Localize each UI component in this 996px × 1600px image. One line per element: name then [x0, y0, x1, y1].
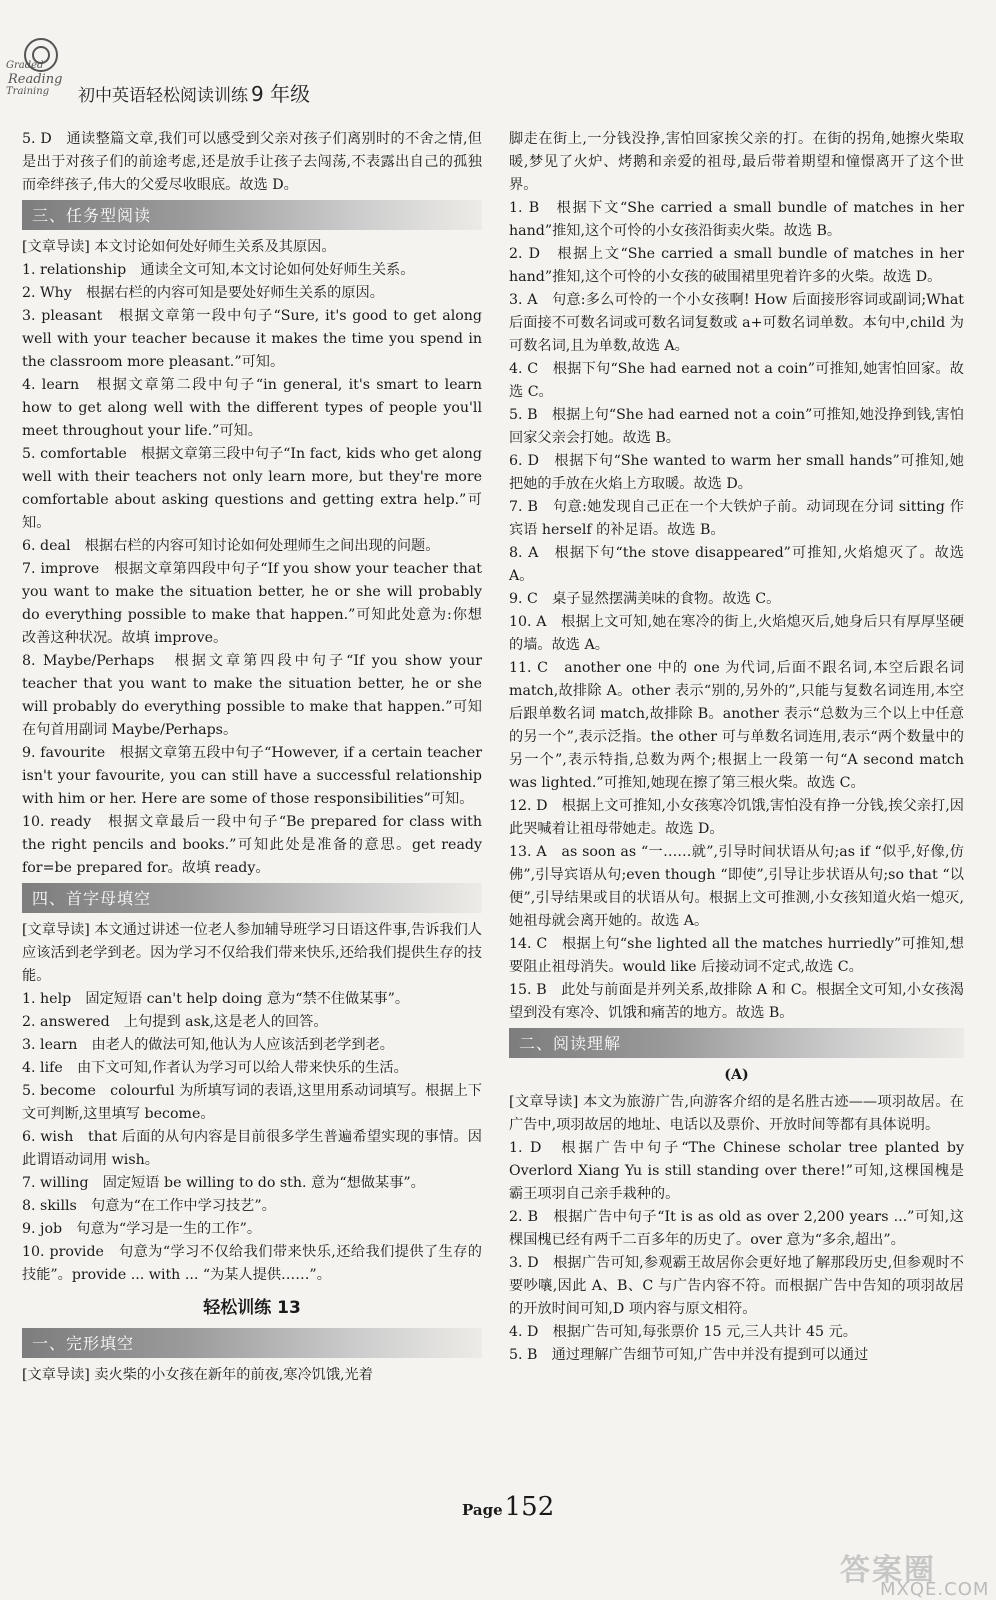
- answer-item: 4. C 根据下句“She had earned not a coin”可推知,她害怕回家。故选 C。: [509, 361, 964, 400]
- answer-item: 7. willing 固定短语 be willing to do sth. 意为“想做某事”。: [22, 1175, 425, 1191]
- article-intro: [文章导读] 卖火柴的小女孩在新年的前夜,寒冷饥饿,光着: [22, 1367, 373, 1383]
- answer-item: 1. help 固定短语 can't help doing 意为“禁不住做某事”。: [22, 991, 410, 1007]
- answer-item: 3. pleasant 根据文章第一段中句子“Sure, it's good to get along well with your teacher because it makes the time you spend in the classroom more pleasant.”可知。: [22, 308, 482, 370]
- answer-item: 3. learn 由老人的做法可知,他认为人应该活到老学到老。: [22, 1037, 394, 1053]
- training-title: 轻松训练 13: [203, 1298, 301, 1318]
- answer-item: 7. improve 根据文章第四段中句子“If you show your teacher that you want to make the situation better, he or she will probably do everything possible to make that happen.”可知此处意为:你想改善这种状况。故填 improve。: [22, 561, 482, 646]
- section-header: [22, 200, 482, 230]
- section-title: 二、阅读理解: [519, 1034, 622, 1053]
- page-header: [0, 0, 996, 110]
- answer-item: 4. life 由下文可知,作者认为学习可以给人带来快乐的生活。: [22, 1060, 408, 1076]
- answer-item: 5. become colourful 为所填写词的表语,这里用系动词填写。根据上下文可判断,这里填写 become。: [22, 1083, 482, 1122]
- answer-item: 15. B 此处与前面是并列关系,故排除 A 和 C。根据全文可知,小女孩渴望到没有寒冷、饥饿和痛苦的地方。故选 B。: [509, 982, 964, 1021]
- answer-item: 6. wish that 后面的从句内容是目前很多学生普遍希望实现的事情。因此谓语动词用 wish。: [22, 1129, 482, 1168]
- answer-item: 4. learn 根据文章第二段中句子“in general, it's smart to learn how to get along well with the different types of people you'll meet throughout your life.”可知。: [22, 377, 482, 439]
- answer-item: 9. favourite 根据文章第五段中句子“However, if a certain teacher isn't your favourite, you can still have a successful relationship with him or her. Here are some of those responsibilities”可知。: [22, 745, 482, 807]
- right-column: [509, 128, 964, 1367]
- section-header: [22, 883, 482, 913]
- answer-item: 11. C another one 中的 one 为代词,后面不跟名词,本空后跟名词 match,故排除 A。other 表示“别的,另外的”,只能与复数名词连用,本空后跟单数名词 match,故排除 B。another 表示“总数为三个以上中任意的另一个”,表示泛指。the other 可与单数名词连用,表示“两个数量中的另一个”,表示特指,总数为两个;根据上一段第一句“A second match was lighted.”可推知,她现在擦了第三根火柴。故选 C。: [509, 660, 964, 791]
- answer-item: 7. B 句意:她发现自己正在一个大铁炉子前。动词现在分词 sitting 作宾语 herself 的补足语。故选 B。: [509, 499, 964, 538]
- answer-item: 12. D 根据上文可推知,小女孩寒冷饥饿,害怕没有挣一分钱,挨父亲打,因此哭喊着让祖母带她走。故选 D。: [509, 798, 964, 837]
- answer-item: 6. deal 根据右栏的内容可知讨论如何处理师生之间出现的问题。: [22, 538, 440, 554]
- section-title: 三、任务型阅读: [32, 206, 152, 225]
- passage-label: (A): [724, 1067, 749, 1083]
- answer-item: 10. A 根据上文可知,她在寒冷的街上,火焰熄灭后,她身后只有厚厚坚硬的墙。故选 A。: [509, 614, 964, 653]
- answer-item: 2. D 根据上文“She carried a small bundle of matches in her hand”推知,这个可怜的小女孩的破围裙里兜着许多的火柴。故选 D。: [509, 246, 964, 285]
- answer-item: 9. job 句意为“学习是一生的工作”。: [22, 1221, 262, 1237]
- answer-item: 8. A 根据下句“the stove disappeared”可推知,火焰熄灭了。故选 A。: [509, 545, 964, 584]
- section-title: 一、完形填空: [32, 1334, 135, 1353]
- answer-item: 13. A as soon as “一……就”,引导时间状语从句;as if “似乎,好像,仿佛”,引导宾语从句;even though “即使”,引导让步状语从句;so that “以便”,引导结果或目的状语从句。根据上文可推测,小女孩知道火焰一熄灭,她祖母就会离开她的。故选 A。: [509, 844, 964, 929]
- section-header: [22, 1328, 482, 1358]
- article-intro: [文章导读] 本文通过讲述一位老人参加辅导班学习日语这件事,告诉我们人应该活到老学到老。因为学习不仅给我们带来快乐,还给我们提供生存的技能。: [22, 922, 482, 984]
- answer-item: 3. A 句意:多么可怜的一个小女孩啊! How 后面接形容词或副词;What 后面接不可数名词或可数名词复数或 a+可数名词单数。本句中,child 为可数名词,且为单数,故选 A。: [509, 292, 964, 354]
- answer-item: 5. B 根据上句“She had earned not a coin”可推知,她没挣到钱,害怕回家父亲会打她。故选 B。: [509, 407, 964, 446]
- answer-item: 14. C 根据上句“she lighted all the matches hurriedly”可推知,想要阻止祖母消失。would like 后接动词不定式,故选 C。: [509, 936, 964, 975]
- left-column: [22, 128, 482, 1387]
- answer-item: 8. skills 句意为“在工作中学习技艺”。: [22, 1198, 276, 1214]
- logo-word: Graded: [6, 60, 44, 71]
- watermark-url: MXQE.COM: [880, 1579, 990, 1600]
- answer-item: 3. D 根据广告可知,参观霸王故居你会更好地了解那段历史,但参观时不要吵嚷,因此 A、B、C 与广告内容不符。而根据广告中告知的项羽故居的开放时间可知,D 项内容与原文相符。: [509, 1255, 964, 1317]
- answer-item: 2. answered 上句提到 ask,这是老人的回答。: [22, 1014, 328, 1030]
- answer-item: 1. B 根据下文“She carried a small bundle of matches in her hand”推知,这个可怜的小女孩沿街卖火柴。故选 B。: [509, 200, 964, 239]
- answer-paragraph: 5. D 通读整篇文章,我们可以感受到父亲对孩子们离别时的不舍之情,但是出于对孩子们的前途考虑,还是放手让孩子去闯荡,不表露出自己的孤独而牵绊孩子,伟大的父爱尽收眼底。故选 D。: [22, 131, 482, 193]
- book-grade: 9 年级: [251, 82, 311, 106]
- book-title: [78, 78, 310, 107]
- article-intro: [文章导读] 本文为旅游广告,向游客介绍的是名胜古迹——项羽故居。在广告中,项羽故居的地址、电话以及票价、开放时间等都有具体说明。: [509, 1094, 964, 1133]
- page-footer: [462, 1492, 554, 1522]
- answer-item: 10. ready 根据文章最后一段中句子“Be prepared for class with the right pencils and books.”可知此处是准备的意思。get ready for=be prepared for。故填 ready。: [22, 814, 482, 876]
- watermark-logo-text: 答案圈: [840, 1553, 936, 1588]
- answer-paragraph: 脚走在街上,一分钱没挣,害怕回家挨父亲的打。在街的拐角,她擦火柴取暖,梦见了火炉、烤鹅和亲爱的祖母,最后带着期望和憧憬离开了这个世界。: [509, 131, 964, 193]
- answer-item: 2. B 根据广告中句子“It is as old as over 2,200 years ...”可知,这棵国槐已经有两千二百多年的历史了。over 意为“多余,超出”。: [509, 1209, 964, 1248]
- page-label: Page: [462, 1501, 503, 1519]
- answer-item: 6. D 根据下句“She wanted to warm her small hands”可推知,她把她的手放在火焰上方取暖。故选 D。: [509, 453, 964, 492]
- section-title: 四、首字母填空: [32, 889, 152, 908]
- answer-item: 1. relationship 通读全文可知,本文讨论如何处好师生关系。: [22, 262, 415, 278]
- logo-word: Reading: [8, 72, 63, 87]
- book-title-text: 初中英语轻松阅读训练: [78, 86, 248, 106]
- article-intro: [文章导读] 本文讨论如何处好师生关系及其原因。: [22, 239, 336, 255]
- answer-item: 1. D 根据广告中句子“The Chinese scholar tree planted by Overlord Xiang Yu is still standing over there!”可知,这棵国槐是霸王项羽自己亲手栽种的。: [509, 1140, 964, 1202]
- answer-item: 9. C 桌子显然摆满美味的食物。故选 C。: [509, 591, 781, 607]
- answer-item: 2. Why 根据右栏的内容可知是要处好师生关系的原因。: [22, 285, 384, 301]
- section-header: [509, 1028, 964, 1058]
- logo-word: Training: [6, 86, 50, 97]
- site-watermark: [840, 1545, 990, 1600]
- answer-item: 10. provide 句意为“学习不仅给我们带来快乐,还给我们提供了生存的技能”。provide ... with ... “为某人提供……”。: [22, 1244, 482, 1283]
- answer-item: 4. D 根据广告可知,每张票价 15 元,三人共计 45 元。: [509, 1324, 857, 1340]
- answer-item: 5. B 通过理解广告细节可知,广告中并没有提到可以通过: [509, 1347, 869, 1363]
- page-number: 152: [504, 1492, 555, 1522]
- answer-item: 5. comfortable 根据文章第三段中句子“In fact, kids who get along well with their teachers not only learn more, but they're more comfortable about asking questions and getting extra help.”可知。: [22, 446, 482, 531]
- answer-item: 8. Maybe/Perhaps 根据文章第四段中句子“If you show your teacher that you want to make the situation better, he or she will probably do everything possible to make that happen.”可知在句首用副词 Maybe/Perhaps。: [22, 653, 482, 738]
- book-logo: [6, 34, 76, 100]
